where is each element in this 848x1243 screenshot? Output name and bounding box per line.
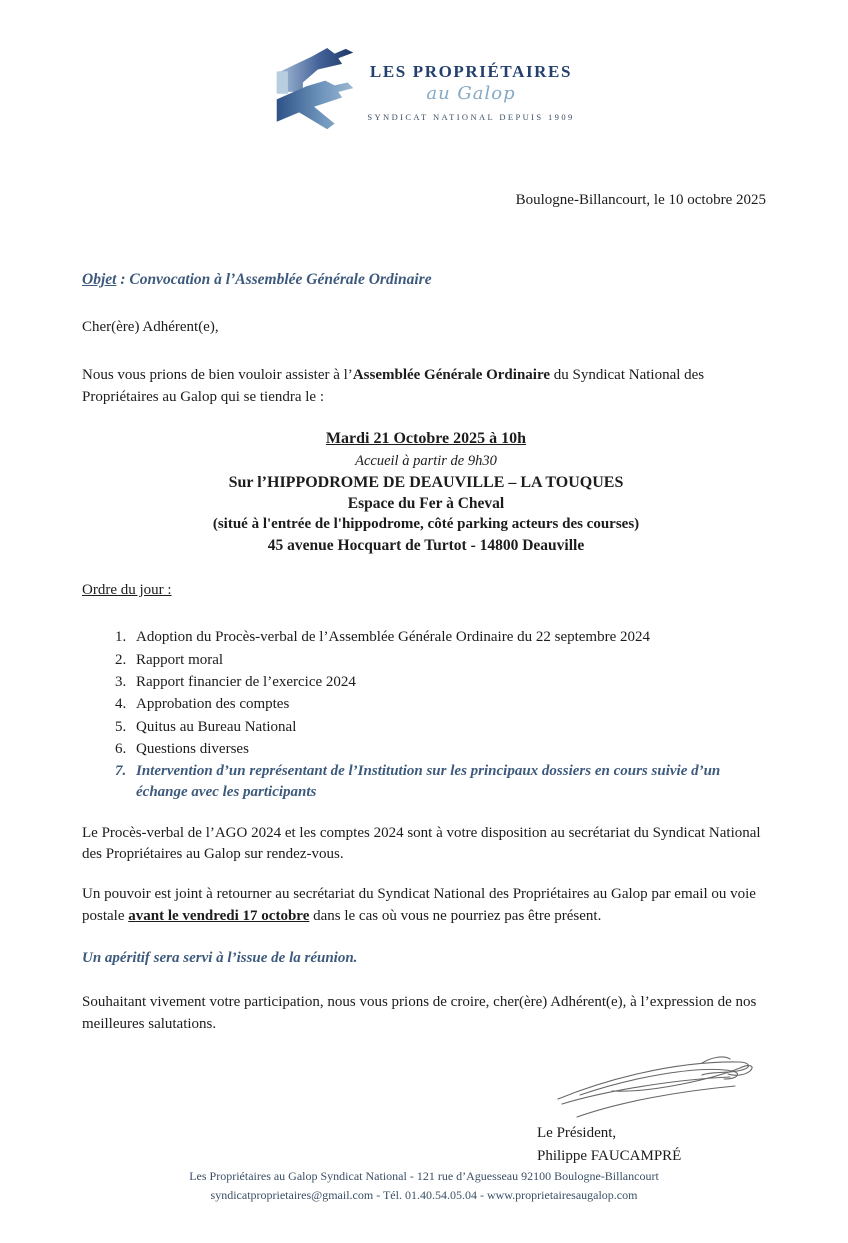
dateline: Boulogne-Billancourt, le 10 octobre 2025 <box>515 192 766 208</box>
logo-text <box>367 44 574 122</box>
horse-logo-icon <box>273 44 357 136</box>
agenda-item: 3. Rapport financier de l’exercice 2024 <box>130 672 770 693</box>
aperitif-note: Un apéritif sera servi à l’issue de la réunion. <box>82 949 358 966</box>
agenda-item: 1. Adoption du Procès-verbal de l’Assemblée Générale Ordinaire du 22 septembre 2024 <box>130 627 770 648</box>
agenda-heading: Ordre du jour : <box>82 582 172 599</box>
event-venue: Sur l’HIPPODROME DE DEAUVILLE – LA TOUQUES <box>228 473 624 491</box>
logo <box>0 0 848 136</box>
para-proxy-deadline: avant le vendredi 17 octobre <box>128 907 310 924</box>
intro-bold: Assemblée Générale Ordinaire <box>352 367 550 384</box>
logo-title: LES PROPRIÉTAIRES <box>369 62 573 81</box>
intro-pre: Nous vous prions de bien vouloir assister à l’ <box>82 367 353 384</box>
event-location-note: (situé à l'entrée de l'hippodrome, côté parking acteurs des courses) <box>212 516 640 533</box>
event-date: Mardi 21 Octobre 2025 à 10h <box>325 429 527 447</box>
footer-line1: Les Propriétaires au Galop Syndicat National - 121 rue d’Aguesseau 92100 Boulogne-Billancourt <box>189 1169 659 1184</box>
signature-scribble <box>552 1049 767 1121</box>
event-reception: Accueil à partir de 9h30 <box>355 452 497 469</box>
event-block <box>82 429 770 556</box>
intro-paragraph <box>82 365 770 408</box>
signature-name: Philippe FAUCAMPRÉ <box>537 1148 682 1165</box>
agenda-item: 4. Approbation des comptes <box>130 694 770 715</box>
para-minutes: Le Procès-verbal de l’AGO 2024 et les comptes 2024 sont à votre disposition au secrétariat du Syndicat National des Propriétaires au Galop sur rendez-vous. <box>82 824 761 863</box>
event-space: Espace du Fer à Cheval <box>347 495 505 513</box>
agenda-list <box>82 627 770 803</box>
subject-line <box>82 269 770 291</box>
salutation: Cher(ère) Adhérent(e), <box>82 319 219 335</box>
signature-title: Le Président, <box>537 1124 617 1141</box>
footer-line2: syndicatproprietaires@gmail.com - Tél. 01.40.54.05.04 - www.proprietairesaugalop.com <box>210 1188 638 1203</box>
signature-block <box>534 1049 834 1168</box>
agenda-item: 5. Quitus au Bureau National <box>130 717 770 738</box>
logo-script-subtitle: au Galop <box>426 83 516 104</box>
para-proxy-pre: Un pouvoir est joint à retourner au secrétariat du Syndicat National des Propriétaires au Galop par email ou voie postale <box>82 886 756 924</box>
footer <box>0 1167 848 1242</box>
para-proxy <box>82 884 770 927</box>
agenda-item-highlighted: 7. Intervention d’un représentant de l’Institution sur les principaux dossiers en cours suivie d’un échange avec les participants <box>130 761 770 804</box>
agenda-item: 6. Questions diverses <box>130 739 770 760</box>
closing-paragraph: Souhaitant vivement votre participation, nous vous prions de croire, cher(ère) Adhérent(e), à l’expression de nos meilleures salutations. <box>82 994 757 1032</box>
intro-post: du Syndicat National des Propriétaires au Galop qui se tiendra le : <box>82 367 705 405</box>
agenda-item: 2. Rapport moral <box>130 650 770 671</box>
subject-label: Objet <box>82 271 117 288</box>
logo-tagline: SYNDICAT NATIONAL DEPUIS 1909 <box>367 112 575 122</box>
para-proxy-post: dans le cas où vous ne pourriez pas être présent. <box>309 907 602 924</box>
letter-body <box>82 209 770 1167</box>
event-address: 45 avenue Hocquart de Turtot - 14800 Deauville <box>267 536 585 554</box>
subject-text: : Convocation à l’Assemblée Générale Ordinaire <box>116 271 432 288</box>
